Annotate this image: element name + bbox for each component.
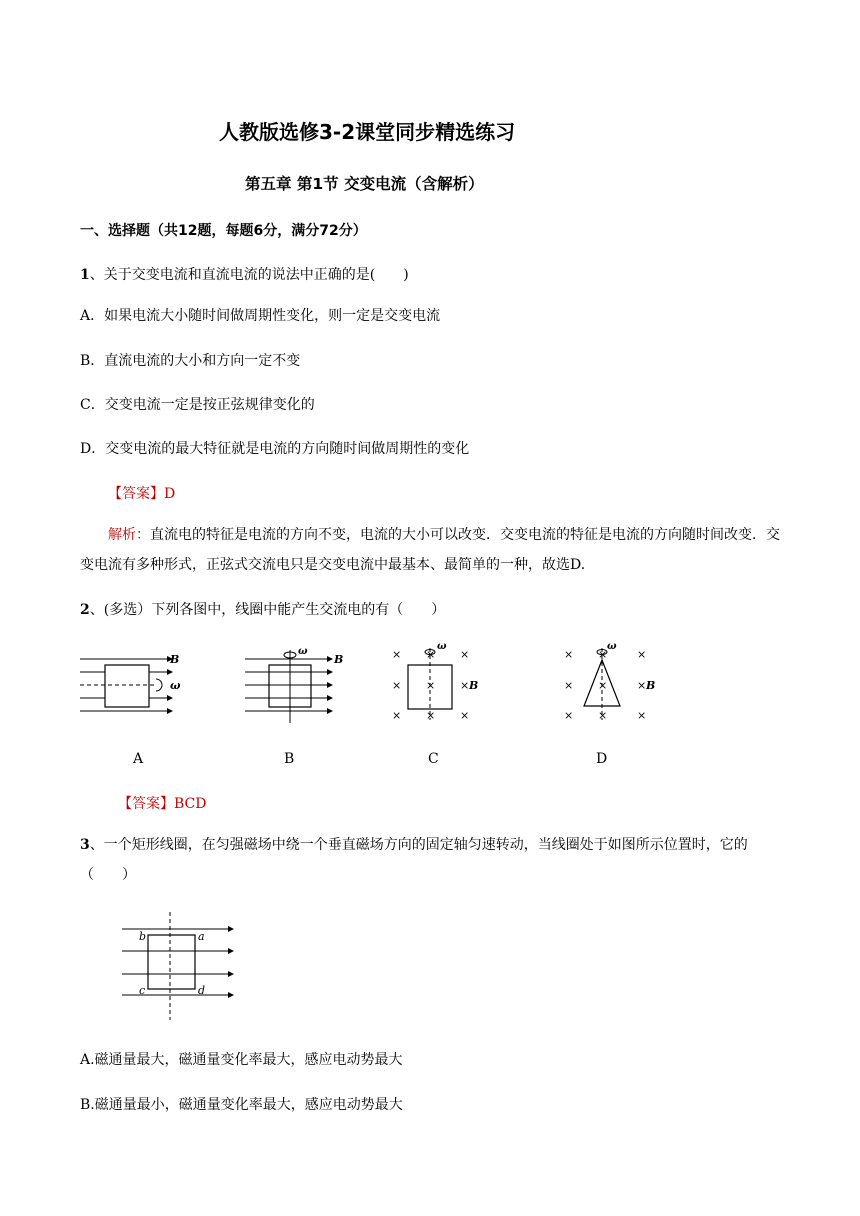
cross-mark: × xyxy=(637,679,647,692)
figure-label-c: C xyxy=(428,751,439,767)
question-3-stem xyxy=(80,830,788,890)
cross-mark: × xyxy=(598,709,608,722)
section-heading: 一、选择题（共12题，每题6分，满分72分） xyxy=(80,223,367,239)
cross-mark: × xyxy=(598,648,608,661)
q1-option-d: D．交变电流的最大特征就是电流的方向随时间做周期性的变化 xyxy=(80,441,470,457)
page-title: 人教版选修3-2课堂同步精选练习 xyxy=(219,120,516,144)
field-label: B xyxy=(469,679,479,692)
question-text: 、(多选）下列各图中，线圈中能产生交流电的有（ ） xyxy=(89,602,446,618)
cross-mark: × xyxy=(637,709,647,722)
cross-mark: × xyxy=(460,709,470,722)
answer-value: BCD xyxy=(174,796,207,812)
figure-label-d: D xyxy=(596,751,608,767)
omega-label: ω xyxy=(607,641,617,652)
analysis-text: 直流电的特征是电流的方向不变，电流的大小可以改变．交变电流的特征是电流的方向随时间改变．交变电流有多种形式，正弦式交流电只是交变电流中最基本、最简单的一种，故选D. xyxy=(80,527,780,573)
omega-label: ω xyxy=(437,641,447,652)
answer-label: 【答案】 xyxy=(118,796,174,812)
figure-label-b: B xyxy=(284,751,295,767)
answer-value: D xyxy=(164,486,176,502)
cross-mark: × xyxy=(637,648,647,661)
cross-mark: × xyxy=(426,709,436,722)
question-text: 、关于交变电流和直流电流的说法中正确的是( ) xyxy=(89,267,409,283)
cross-mark: × xyxy=(392,709,402,722)
omega-label: ω xyxy=(298,646,308,657)
field-label: B xyxy=(334,653,344,666)
corner-label-b: b xyxy=(139,930,147,943)
corner-label-d: d xyxy=(198,984,206,997)
corner-label-c: c xyxy=(139,984,146,997)
q3-figure xyxy=(118,910,243,1022)
q1-option-c: C．交变电流一定是按正弦规律变化的 xyxy=(80,397,315,413)
question-text: 、一个矩形线圈，在匀强磁场中绕一个垂直磁场方向的固定轴匀速转动，当线圈处于如图所示位置时，它的（ ） xyxy=(80,837,748,883)
q1-option-b: B．直流电流的大小和方向一定不变 xyxy=(80,353,301,369)
page-subtitle: 第五章 第1节 交变电流（含解析） xyxy=(245,175,484,193)
figure-label-a: A xyxy=(133,751,144,767)
question-1-stem xyxy=(80,264,409,284)
question-number: 2 xyxy=(80,602,90,618)
cross-mark: × xyxy=(392,648,402,661)
q3-option-b: B.磁通量最小，磁通量变化率最大，感应电动势最大 xyxy=(80,1097,403,1113)
cross-mark: × xyxy=(564,648,574,661)
question-number: 3 xyxy=(80,837,90,853)
omega-label: ω xyxy=(170,679,181,692)
cross-mark: × xyxy=(426,679,436,692)
cross-mark: × xyxy=(460,648,470,661)
figure-d xyxy=(564,641,655,722)
q1-analysis xyxy=(80,520,788,580)
question-2-stem xyxy=(80,599,445,619)
q2-figures xyxy=(70,638,690,738)
cross-mark: × xyxy=(564,709,574,722)
q1-answer xyxy=(108,483,175,503)
field-label: B xyxy=(170,653,180,666)
figure-c xyxy=(392,641,478,722)
cross-mark: × xyxy=(460,679,470,692)
cross-mark: × xyxy=(564,679,574,692)
answer-label: 【答案】 xyxy=(108,486,164,502)
cross-mark: × xyxy=(392,679,402,692)
cross-mark: × xyxy=(426,648,436,661)
q1-option-a: A．如果电流大小随时间做周期性变化，则一定是交变电流 xyxy=(80,308,441,324)
q3-option-a: A.磁通量最大，磁通量变化率最大，感应电动势最大 xyxy=(80,1052,403,1068)
figure-a xyxy=(80,653,181,711)
figure-b xyxy=(245,646,343,723)
corner-label-a: a xyxy=(198,930,205,943)
question-number: 1 xyxy=(80,267,90,283)
field-label: B xyxy=(646,679,656,692)
cross-mark: × xyxy=(598,679,608,692)
q2-answer xyxy=(118,793,206,813)
analysis-label: 解析： xyxy=(108,527,150,543)
